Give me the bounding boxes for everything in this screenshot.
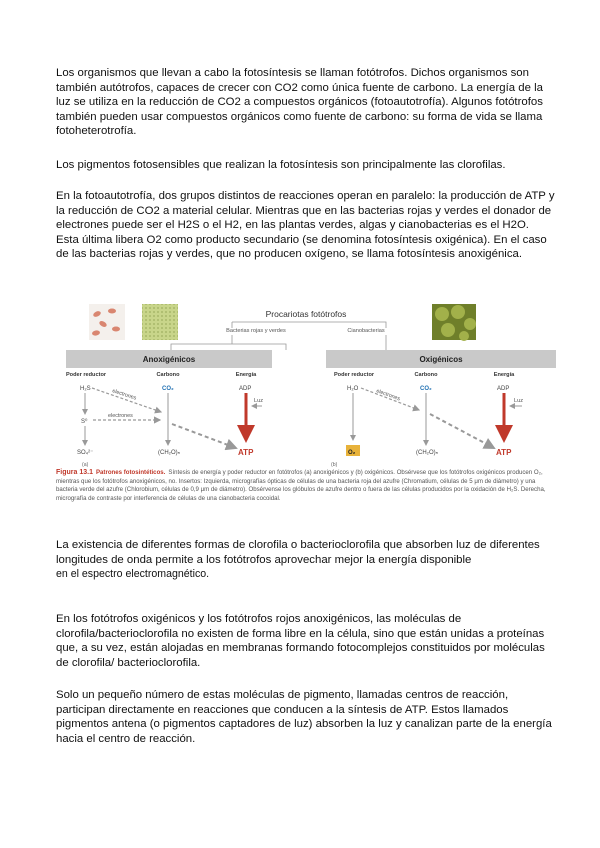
paragraph-pigmentos: Los pigmentos fotosensibles que realizan la fotosíntesis son principalmente las clorofilas. [56,159,506,171]
ch2o-right: (CH₂O)ₙ [416,450,439,456]
h2o-label: H₂O [347,386,359,392]
col-energia-left: Energía [235,372,257,378]
electrones-label-right: electrones [375,388,401,403]
paragraph-fototrofos: Los organismos que llevan a cabo la fotosíntesis se llaman fotótrofos. Dichos organismos son también autótrofos, capaces de crecer con CO2 como única fuente de carbono. La energía de la luz se utiliza en la reducción de CO2 a compuestos orgánicos (fotoautotrofía). Algunos fotótrofos también pueden usar compuestos orgánicos como fuente de carbono: su forma de vida se llama fotoheterotrofía. [56,67,543,138]
atp-right: ATP [496,448,512,457]
paragraph-fotoautotrofia [56,189,556,262]
micrograph-red-bacteria [89,304,125,340]
caption-text: Síntesis de energía y poder reductor en fotótrofos (a) anoxigénicos y (b) oxigénicos. Obsérvese que los fotótrofos oxigénicos producen O₂, mientras que los fotótrofos anoxigénicos, no. Insertos: Izquierda, micrografías ópticas de células de una bacteria roja del azufre (Chromatium, células de 5 μm de diámetro) y una bacteria verde del azufre (Chlorobium, células de 0,9 μm de diámetro). Obsérvense los glóbulos de azufre dentro o fuera de las células producidos por la oxidación de H₂S. Derecha, micrografía de contraste por interferencia de células de una cianobacteria cocoidal. [56,469,546,502]
ch2o-left: (CH₂O)ₙ [158,450,181,456]
figure-13-1 [56,302,556,520]
paragraph-formas-clorofila-a: La existencia de diferentes formas de clorofila o bacterioclorofila que absorben luz de diferentes longitudes de onda permite a los fotótrofos aprovechar mejor la energía disponible [56,539,540,566]
caption-label: Figura 13.1 [56,469,93,476]
figure-title: Procariotas fotótrofos [265,309,347,319]
co2-left: CO₂ [162,386,174,392]
micrograph-green-bacteria [142,304,178,340]
col-energia-right: Energía [493,372,515,378]
panel-left-heading: Anoxigénicos [142,355,196,364]
electrones-label-2: electrones [108,413,133,419]
figure-caption [56,469,556,503]
group-label-left: Bacterias rojas y verdes [226,328,286,334]
atp-left: ATP [238,448,254,457]
s0-label: S⁰ [81,419,88,425]
adp-right: ADP [497,386,510,392]
col-reductor-left: Poder reductor [65,372,107,378]
col-carbono-right: Carbono [414,372,438,378]
paragraph-fotoautotrofia-b: Esta última libera O2 como producto secundario (se denomina fotosíntesis oxigénica). En el caso de las bacterias rojas y verdes, que no producen oxígeno, se llama fotosíntesis anoxigénica. [56,233,547,261]
o2-label: O₂ [348,450,356,456]
paragraph-formas-clorofila [56,538,556,582]
paragraph-fotocomplejos: En los fotótrofos oxigénicos y los fotótrofos rojos anoxigénicos, las moléculas de clorofila/bacterioclorofila no existen de forma libre en la célula, sino que están unidas a proteínas que, a su vez, están alojadas en membranas formando fotocomplejos constituidos por moléculas de clorofila/ bacterioclorofila. [56,613,545,669]
paragraph-centros-reaccion: Solo un pequeño número de estas moléculas de pigmento, llamadas centros de reacción, participan directamente en reacciones que conducen a la síntesis de ATP. Estos llamados pigmentos antena (o pigmentos captadores de luz) absorben la luz y canalizan parte de la energía hacia el centro de reacción. [56,689,552,745]
electrones-label-1: electrones [111,388,137,402]
panel-right-heading: Oxigénicos [419,355,463,364]
figure-diagram [56,302,556,468]
adp-left: ADP [239,386,252,392]
panel-left-label: (a) [82,462,89,468]
so4-label: SO₄²⁻ [77,450,94,456]
co2-right: CO₂ [420,386,432,392]
luz-left: Luz [254,398,264,404]
paragraph-formas-clorofila-b: en el espectro electromagnético. [56,568,210,581]
caption-title: Patrones fotosintéticos. [95,469,166,476]
col-reductor-right: Poder reductor [333,372,375,378]
col-carbono-left: Carbono [156,372,180,378]
h2s-label: H₂S [80,386,91,392]
panel-right-label: (b) [331,462,338,468]
luz-right: Luz [514,398,524,404]
micrograph-cyanobacteria [432,304,476,341]
paragraph-fotoautotrofia-a: En la fotoautotrofía, dos grupos distintos de reacciones operan en paralelo: la producción de ATP y la reducción de CO2 a material celular. Mientras que en las bacterias rojas y verdes el donador de electrones puede ser el H2S o el H2, en las plantas verdes, algas y cianobacterias es el H2O. [56,190,555,232]
group-label-right: Cianobacterias [347,328,385,334]
